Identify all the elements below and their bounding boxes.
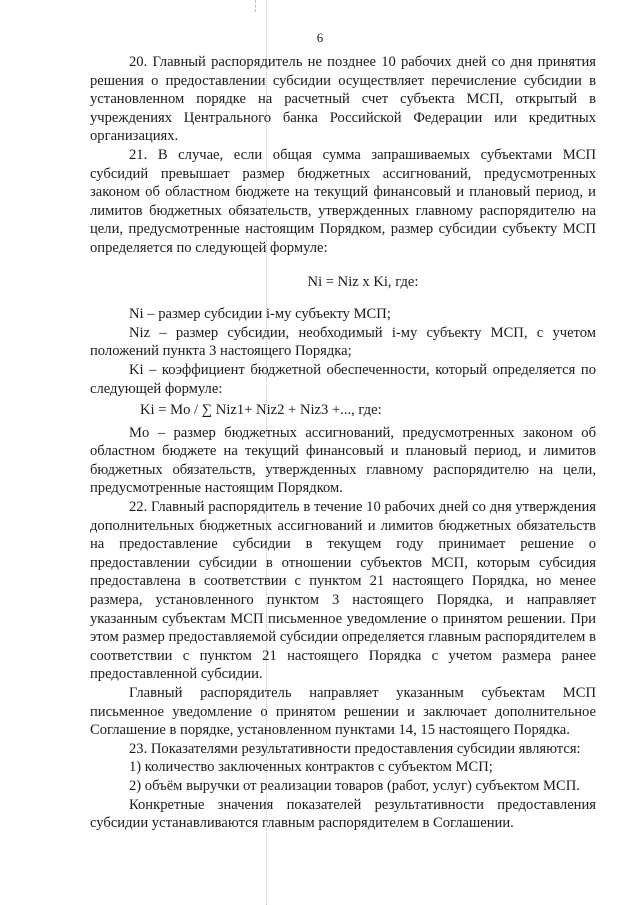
paragraph-21: 21. В случае, если общая сумма запрашиваемых субъектами МСП субсидий превышает размер бюджетных ассигнований, предусмотренных законом об областном бюджете на текущий финансовый и плановый период, и лимитов бюджетных обязательств, утвержденных главному распорядителю на цели, предусмотренные настоящим Порядком, размер субсидии субъекту МСП определяется по следующей формуле: xyxy=(90,146,596,256)
definition-ki: Ki – коэффициент бюджетной обеспеченности, который определяется по следующей формуле: xyxy=(90,361,596,397)
scan-mark xyxy=(255,0,280,12)
paragraph-23-final: Конкретные значения показателей результативности предоставления субсидии устанавливаются главным распорядителем в Соглашении. xyxy=(90,796,596,832)
page-number: 6 xyxy=(316,30,324,45)
formula-ni: Ni = Niz x Ki, где: xyxy=(307,273,419,290)
formula-ki: Ki = Mo / ∑ Niz1+ Niz2 + Niz3 +..., где: xyxy=(140,402,382,419)
paragraph-23: 23. Показателями результативности предоставления субсидии являются: xyxy=(129,740,581,757)
paragraph-20: 20. Главный распорядитель не позднее 10 рабочих дней со дня принятия решения о предоставлении субсидии осуществляет перечисление субсидии в установленном порядке на расчетный счет субъекта МСП, открытый в учреждениях Центрального банка Российской Федерации или кредитных организациях. xyxy=(90,54,596,145)
definition-ni: Ni – размер субсидии i-му субъекту МСП; xyxy=(129,306,391,323)
paragraph-22-notice: Главный распорядитель направляет указанным субъектам МСП письменное уведомление о принятом решении и заключает дополнительное Соглашение в порядке, установленном пунктами 14, 15 настоящего Порядка. xyxy=(90,685,596,739)
indicator-2: 2) объём выручки от реализации товаров (работ, услуг) субъектом МСП. xyxy=(129,777,580,794)
definition-niz: Niz – размер субсидии, необходимый i-му субъекту МСП, с учетом положений пункта 3 настоящего Порядка; xyxy=(90,324,596,360)
document-body xyxy=(90,53,596,833)
definition-mo: Mo – размер бюджетных ассигнований, предусмотренных законом об областном бюджете на текущий финансовый и плановый период, и лимитов бюджетных обязательств, утвержденных главному распорядителю на цели, предусмотренные настоящим Порядком. xyxy=(90,424,596,497)
paragraph-22: 22. Главный распорядитель в течение 10 рабочих дней со дня утверждения дополнительных бюджетных ассигнований и лимитов бюджетных обязательств на предоставление субсидии в текущем году принимает решение о предоставлении субсидии в отношении субъектов МСП, которым субсидия предоставлена в соответствии с пунктом 21 настоящего Порядка, но менее размера, установленного пунктом 3 настоящего Порядка, и направляет указанным субъектам МСП письменное уведомление о принятом решении. При этом размер предоставляемой субсидии определяется главным распорядителем в соответствии с пунктом 21 настоящего Порядка с учетом размера ранее предоставленной субсидии. xyxy=(90,499,596,683)
indicator-1: 1) количество заключенных контрактов с субъектом МСП; xyxy=(129,759,493,776)
